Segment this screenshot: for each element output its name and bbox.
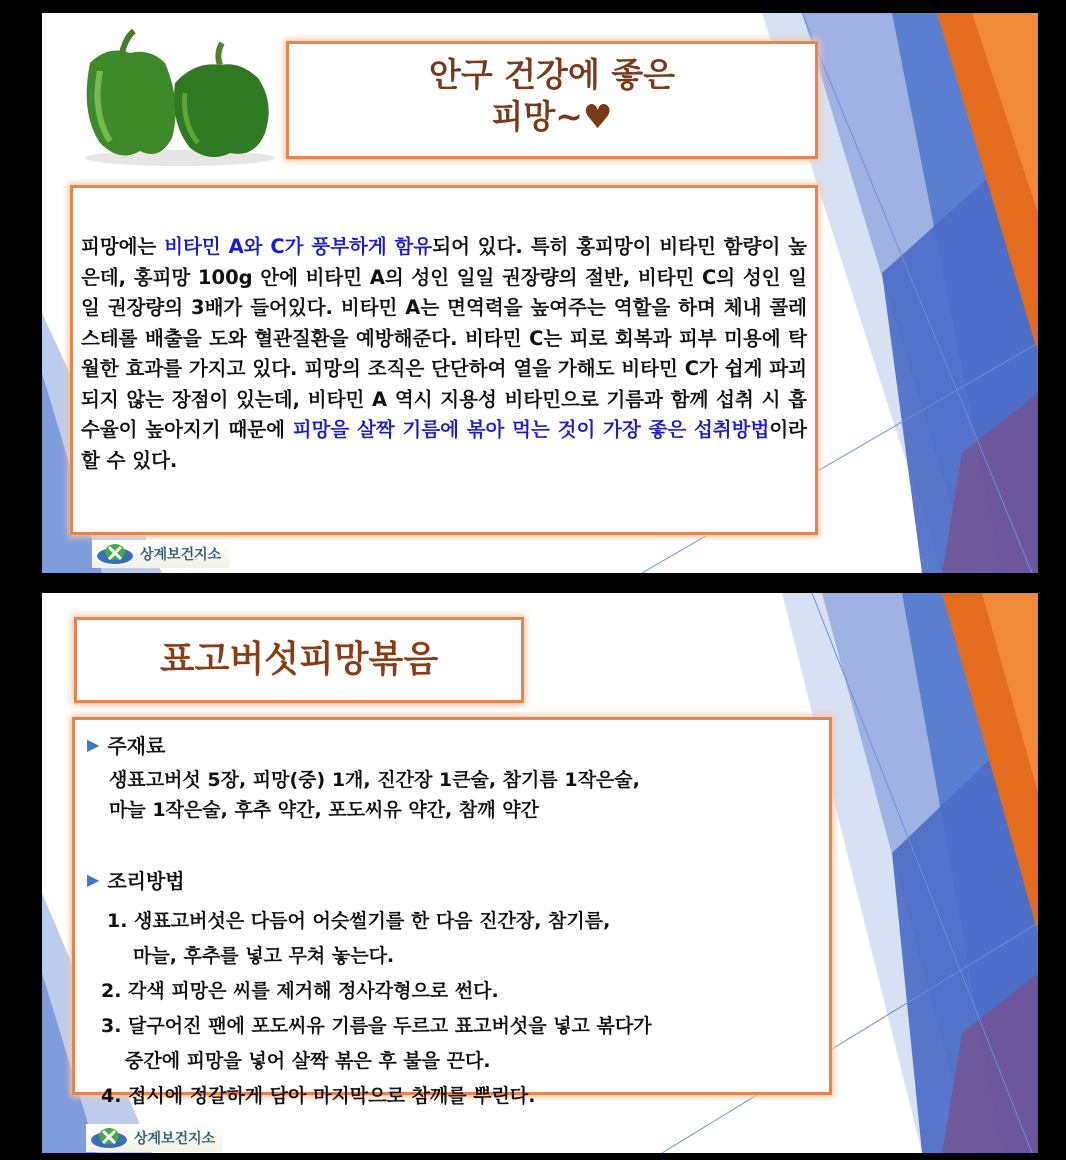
green-pepper-image	[60, 23, 280, 168]
highlighted-text: 비타민 A와 C가 풍부하게 함유	[164, 235, 433, 258]
title-box	[74, 617, 524, 703]
step-line: 3. 달구어진 팬에 포도씨유 기름을 두르고 표고버섯을 넣고 볶다가	[101, 1015, 652, 1037]
step-line: 중간에 피망을 넣어 살짝 볶은 후 불을 끈다.	[125, 1050, 491, 1072]
slide-1	[42, 13, 1038, 573]
ingredients-line: 생표고버섯 5장, 피망(중) 1개, 진간장 1큰술, 참기름 1작은술,	[109, 769, 640, 791]
ingredients-list	[109, 765, 829, 825]
ingredients-heading-row	[87, 730, 829, 759]
body-text-segment: 되어 있다. 특히 홍피망이 비타민 함량이 높은데, 홍피망 100g 안에 비타민 A의 성인 일일 권장량의 절반, 비타민 C의 성인 일일 권장량의 3배가 들어있다. 비타민 A는 면역력을 높여주는 역할을 하며 체내 콜레스테롤 배출을 도와 혈관질환을 예방해준다. 비타민 C는 피로 회복과 피부 미용에 탁월한 효과를 가지고 있다. 피망의 조직은 단단하여 열을 가해도 비타민 C가 쉽게 파괴되지 않는 장점이 있는데, 비타민 A 역시 지용성 비타민으로 기름과 함께 섭취 시 흡수율이 높아지기 때문에	[81, 235, 807, 441]
triangle-bullet-icon: ▶	[87, 735, 100, 754]
footer-label: 상계보건지소	[140, 547, 222, 563]
step-line: 마늘, 후추를 넣고 무쳐 놓는다.	[133, 945, 395, 967]
footer-label: 상계보건지소	[134, 1131, 216, 1147]
recipe-box	[72, 717, 832, 1107]
content-box	[70, 185, 818, 535]
method-heading-row	[87, 865, 829, 894]
title-line-1: 안구 건강에 좋은	[428, 55, 676, 94]
body-text-segment: 피망에는	[81, 235, 165, 258]
title-line-2: 피망~♥	[491, 97, 613, 136]
triangle-bullet-icon: ▶	[87, 870, 100, 889]
health-center-logo-icon	[96, 542, 134, 566]
step-line: 4. 접시에 정갈하게 담아 마지막으로 참깨를 뿌린다.	[101, 1085, 536, 1107]
body-paragraph	[81, 232, 807, 476]
health-center-logo-icon	[90, 1126, 128, 1150]
step-line: 2. 각색 피망은 씨를 제거해 정사각형으로 썬다.	[101, 980, 499, 1002]
body-text-segment: 이라 할 수 있다.	[81, 418, 807, 472]
ingredients-heading: 주재료	[107, 734, 166, 758]
method-heading: 조리방법	[107, 869, 185, 893]
method-steps	[87, 904, 829, 1114]
ingredients-line: 마늘 1작은술, 후추 약간, 포도씨유 약간, 참깨 약간	[109, 799, 539, 821]
footer	[86, 1124, 223, 1152]
highlighted-text: 피망을 살짝 기름에 볶아 먹는 것이 가장 좋은 섭취방법	[292, 418, 770, 441]
step-line: 1. 생표고버섯은 다듬어 어슷썰기를 한 다음 진간장, 참기름,	[107, 910, 611, 932]
footer	[92, 540, 229, 568]
slide-2	[42, 593, 1038, 1153]
recipe-title: 표고버섯피망볶음	[159, 639, 439, 680]
title-box	[286, 41, 818, 159]
